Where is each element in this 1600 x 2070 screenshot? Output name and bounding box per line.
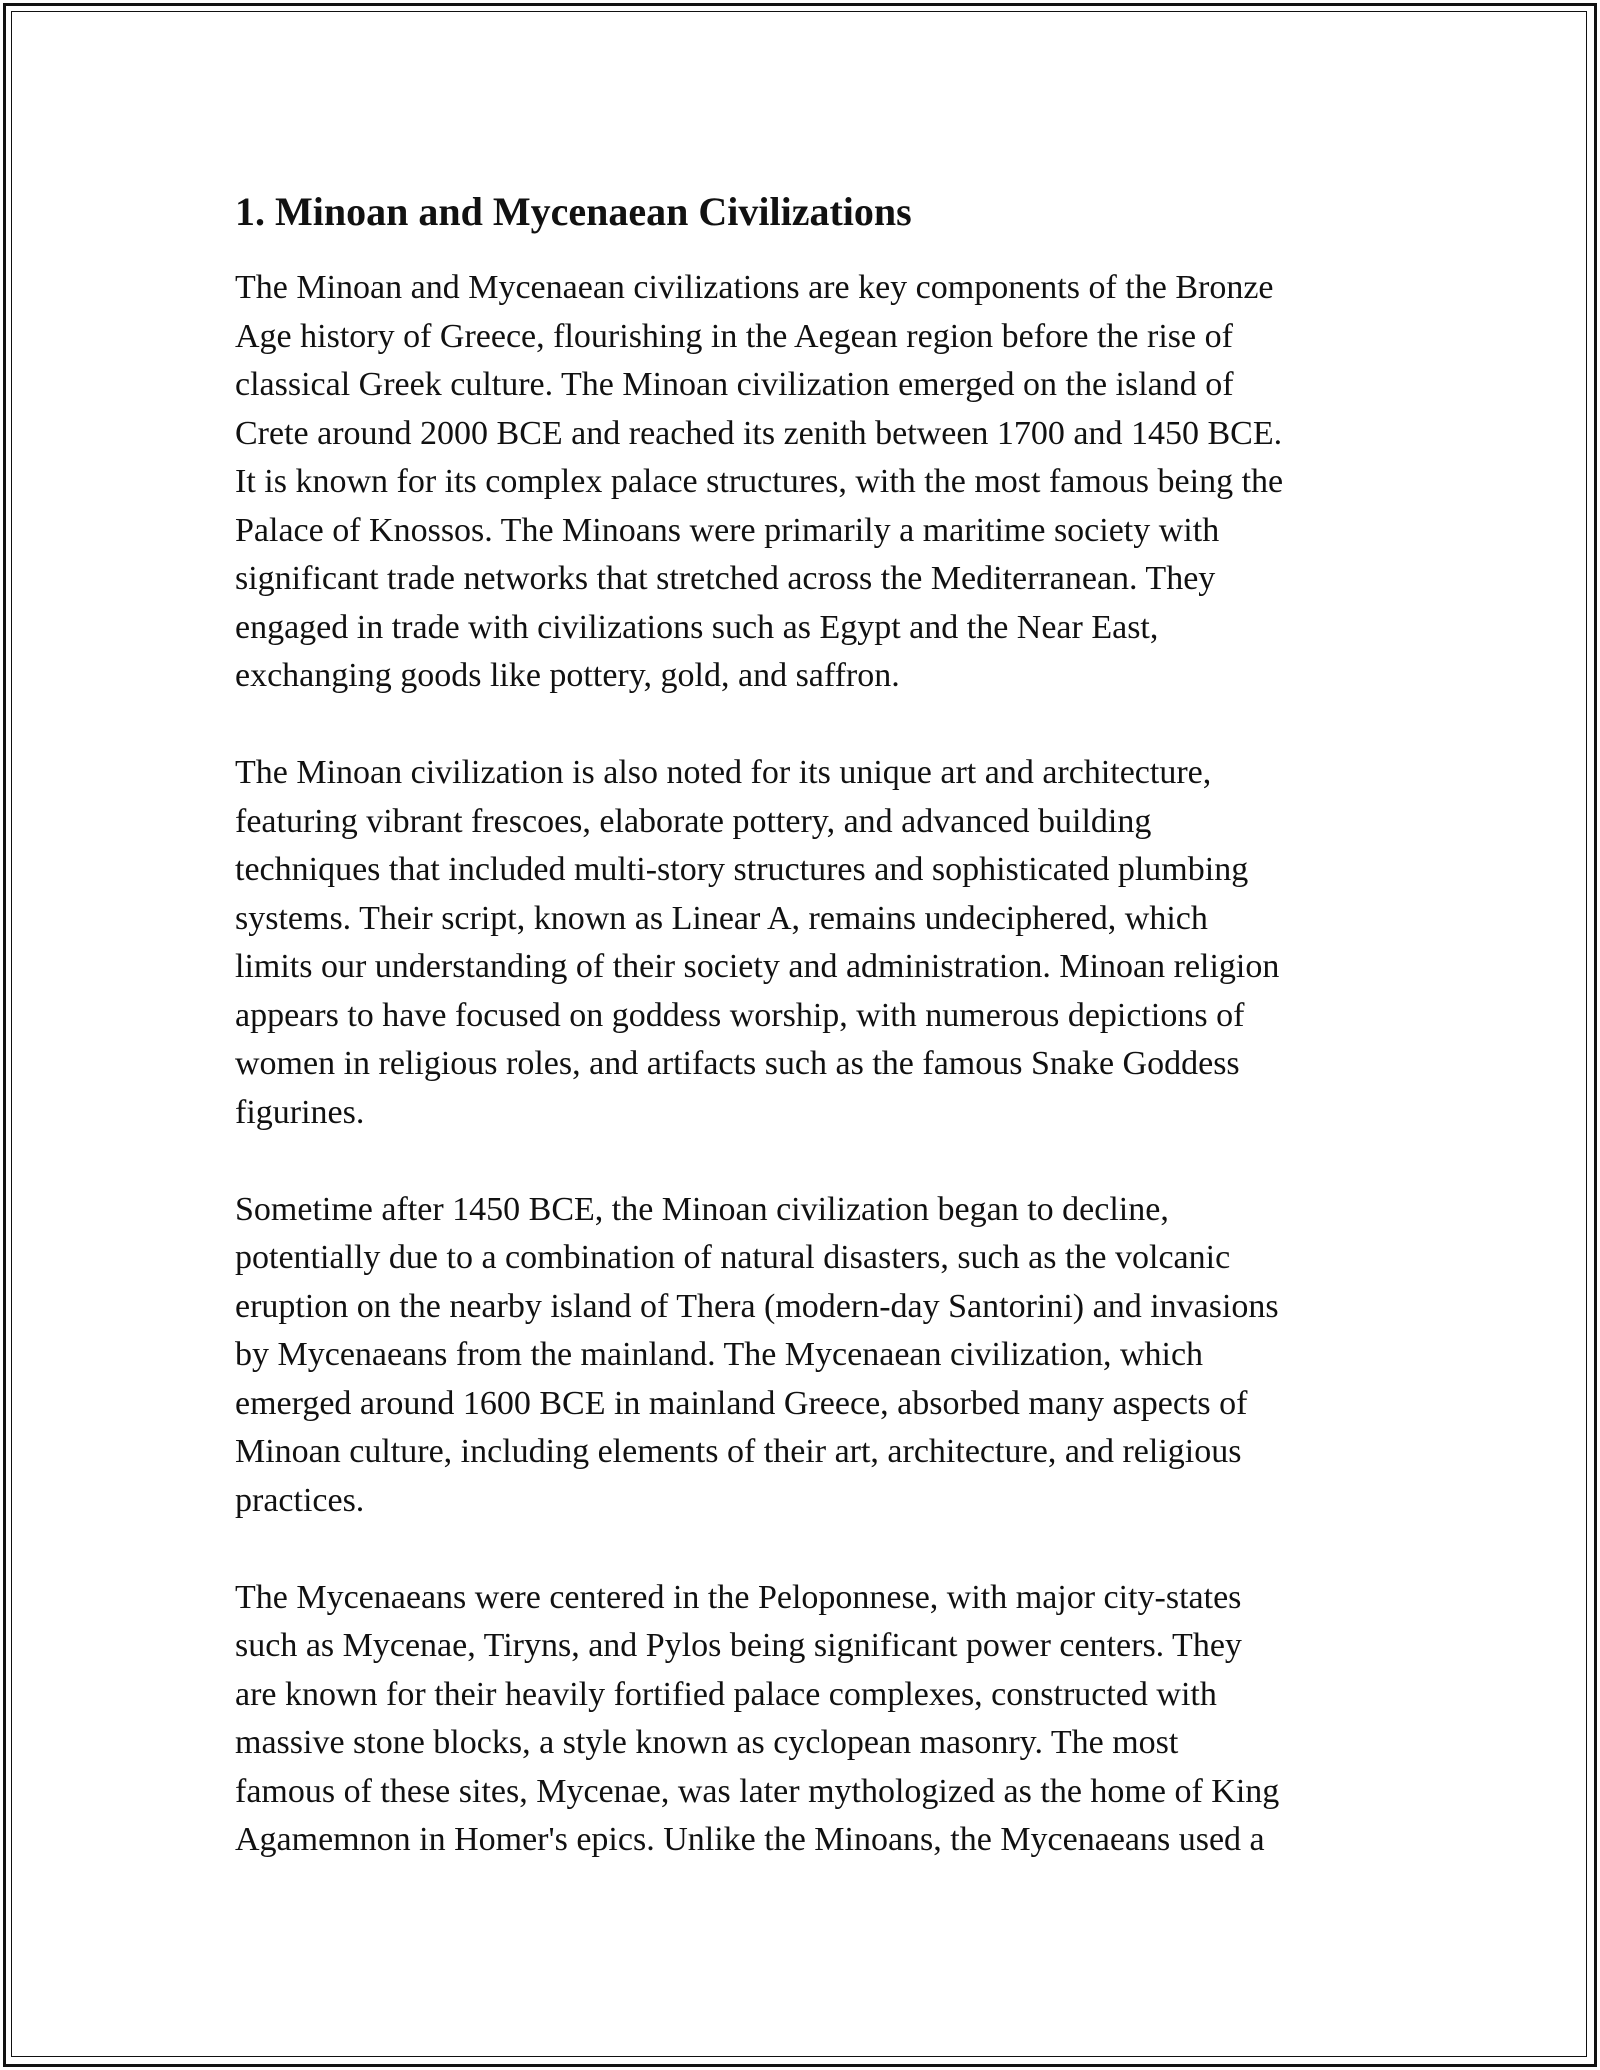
paragraph-minoan-art: [235, 749, 1375, 1137]
text-line: Sometime after 1450 BCE, the Minoan civilization began to decline,: [235, 1190, 1169, 1228]
text-line: potentially due to a combination of natural disasters, such as the volcanic: [235, 1239, 1231, 1276]
text-line: Age history of Greece, flourishing in the Aegean region before the rise of: [235, 317, 1233, 355]
section-title: 1. Minoan and Mycenaean Civilizations: [235, 189, 912, 234]
text-line: massive stone blocks, a style known as cyclopean masonry. The most: [235, 1724, 1179, 1761]
document-body: [235, 186, 1375, 1913]
text-line: It is known for its complex palace structures, with the most famous being the: [235, 463, 1284, 500]
text-line: Agamemnon in Homer's epics. Unlike the Minoans, the Mycenaeans used a: [235, 1821, 1265, 1858]
text-line: Minoan culture, including elements of their art, architecture, and religious: [235, 1433, 1242, 1470]
text-line: techniques that included multi-story structures and sophisticated plumbing: [235, 851, 1249, 888]
text-line: The Minoan and Mycenaean civilizations are key components of the Bronze: [235, 269, 1274, 306]
text-line: are known for their heavily fortified palace complexes, constructed with: [235, 1675, 1217, 1713]
text-line: significant trade networks that stretched across the Mediterranean. They: [235, 560, 1216, 597]
text-line: classical Greek culture. The Minoan civilization emerged on the island of: [235, 366, 1234, 403]
text-line: exchanging goods like pottery, gold, and saffron.: [235, 657, 900, 694]
text-line: emerged around 1600 BCE in mainland Greece, absorbed many aspects of: [235, 1384, 1248, 1422]
text-line: practices.: [235, 1481, 365, 1519]
text-line: The Minoan civilization is also noted for its unique art and architecture,: [235, 754, 1212, 791]
text-line: Crete around 2000 BCE and reached its zenith between 1700 and 1450 BCE.: [235, 414, 1283, 452]
text-line: systems. Their script, known as Linear A, remains undeciphered, which: [235, 899, 1208, 937]
text-line: appears to have focused on goddess worship, with numerous depictions of: [235, 996, 1245, 1034]
paragraph-minoan-decline: [235, 1186, 1375, 1526]
text-line: by Mycenaeans from the mainland. The Mycenaean civilization, which: [235, 1336, 1204, 1373]
paragraph-minoan-intro: [235, 264, 1375, 701]
text-line: engaged in trade with civilizations such as Egypt and the Near East,: [235, 608, 1159, 646]
text-line: eruption on the nearby island of Thera (modern-day Santorini) and invasions: [235, 1287, 1279, 1325]
text-line: featuring vibrant frescoes, elaborate pottery, and advanced building: [235, 802, 1152, 840]
text-line: women in religious roles, and artifacts such as the famous Snake Goddess: [235, 1045, 1240, 1082]
text-line: famous of these sites, Mycenae, was later mythologized as the home of King: [235, 1772, 1280, 1810]
paragraph-mycenaeans: [235, 1574, 1375, 1865]
text-line: Palace of Knossos. The Minoans were primarily a maritime society with: [235, 511, 1220, 549]
text-line: limits our understanding of their society and administration. Minoan religion: [235, 948, 1280, 985]
text-line: The Mycenaeans were centered in the Peloponnese, with major city-states: [235, 1578, 1242, 1616]
text-line: such as Mycenae, Tiryns, and Pylos being significant power centers. They: [235, 1627, 1242, 1664]
text-line: figurines.: [235, 1093, 365, 1131]
